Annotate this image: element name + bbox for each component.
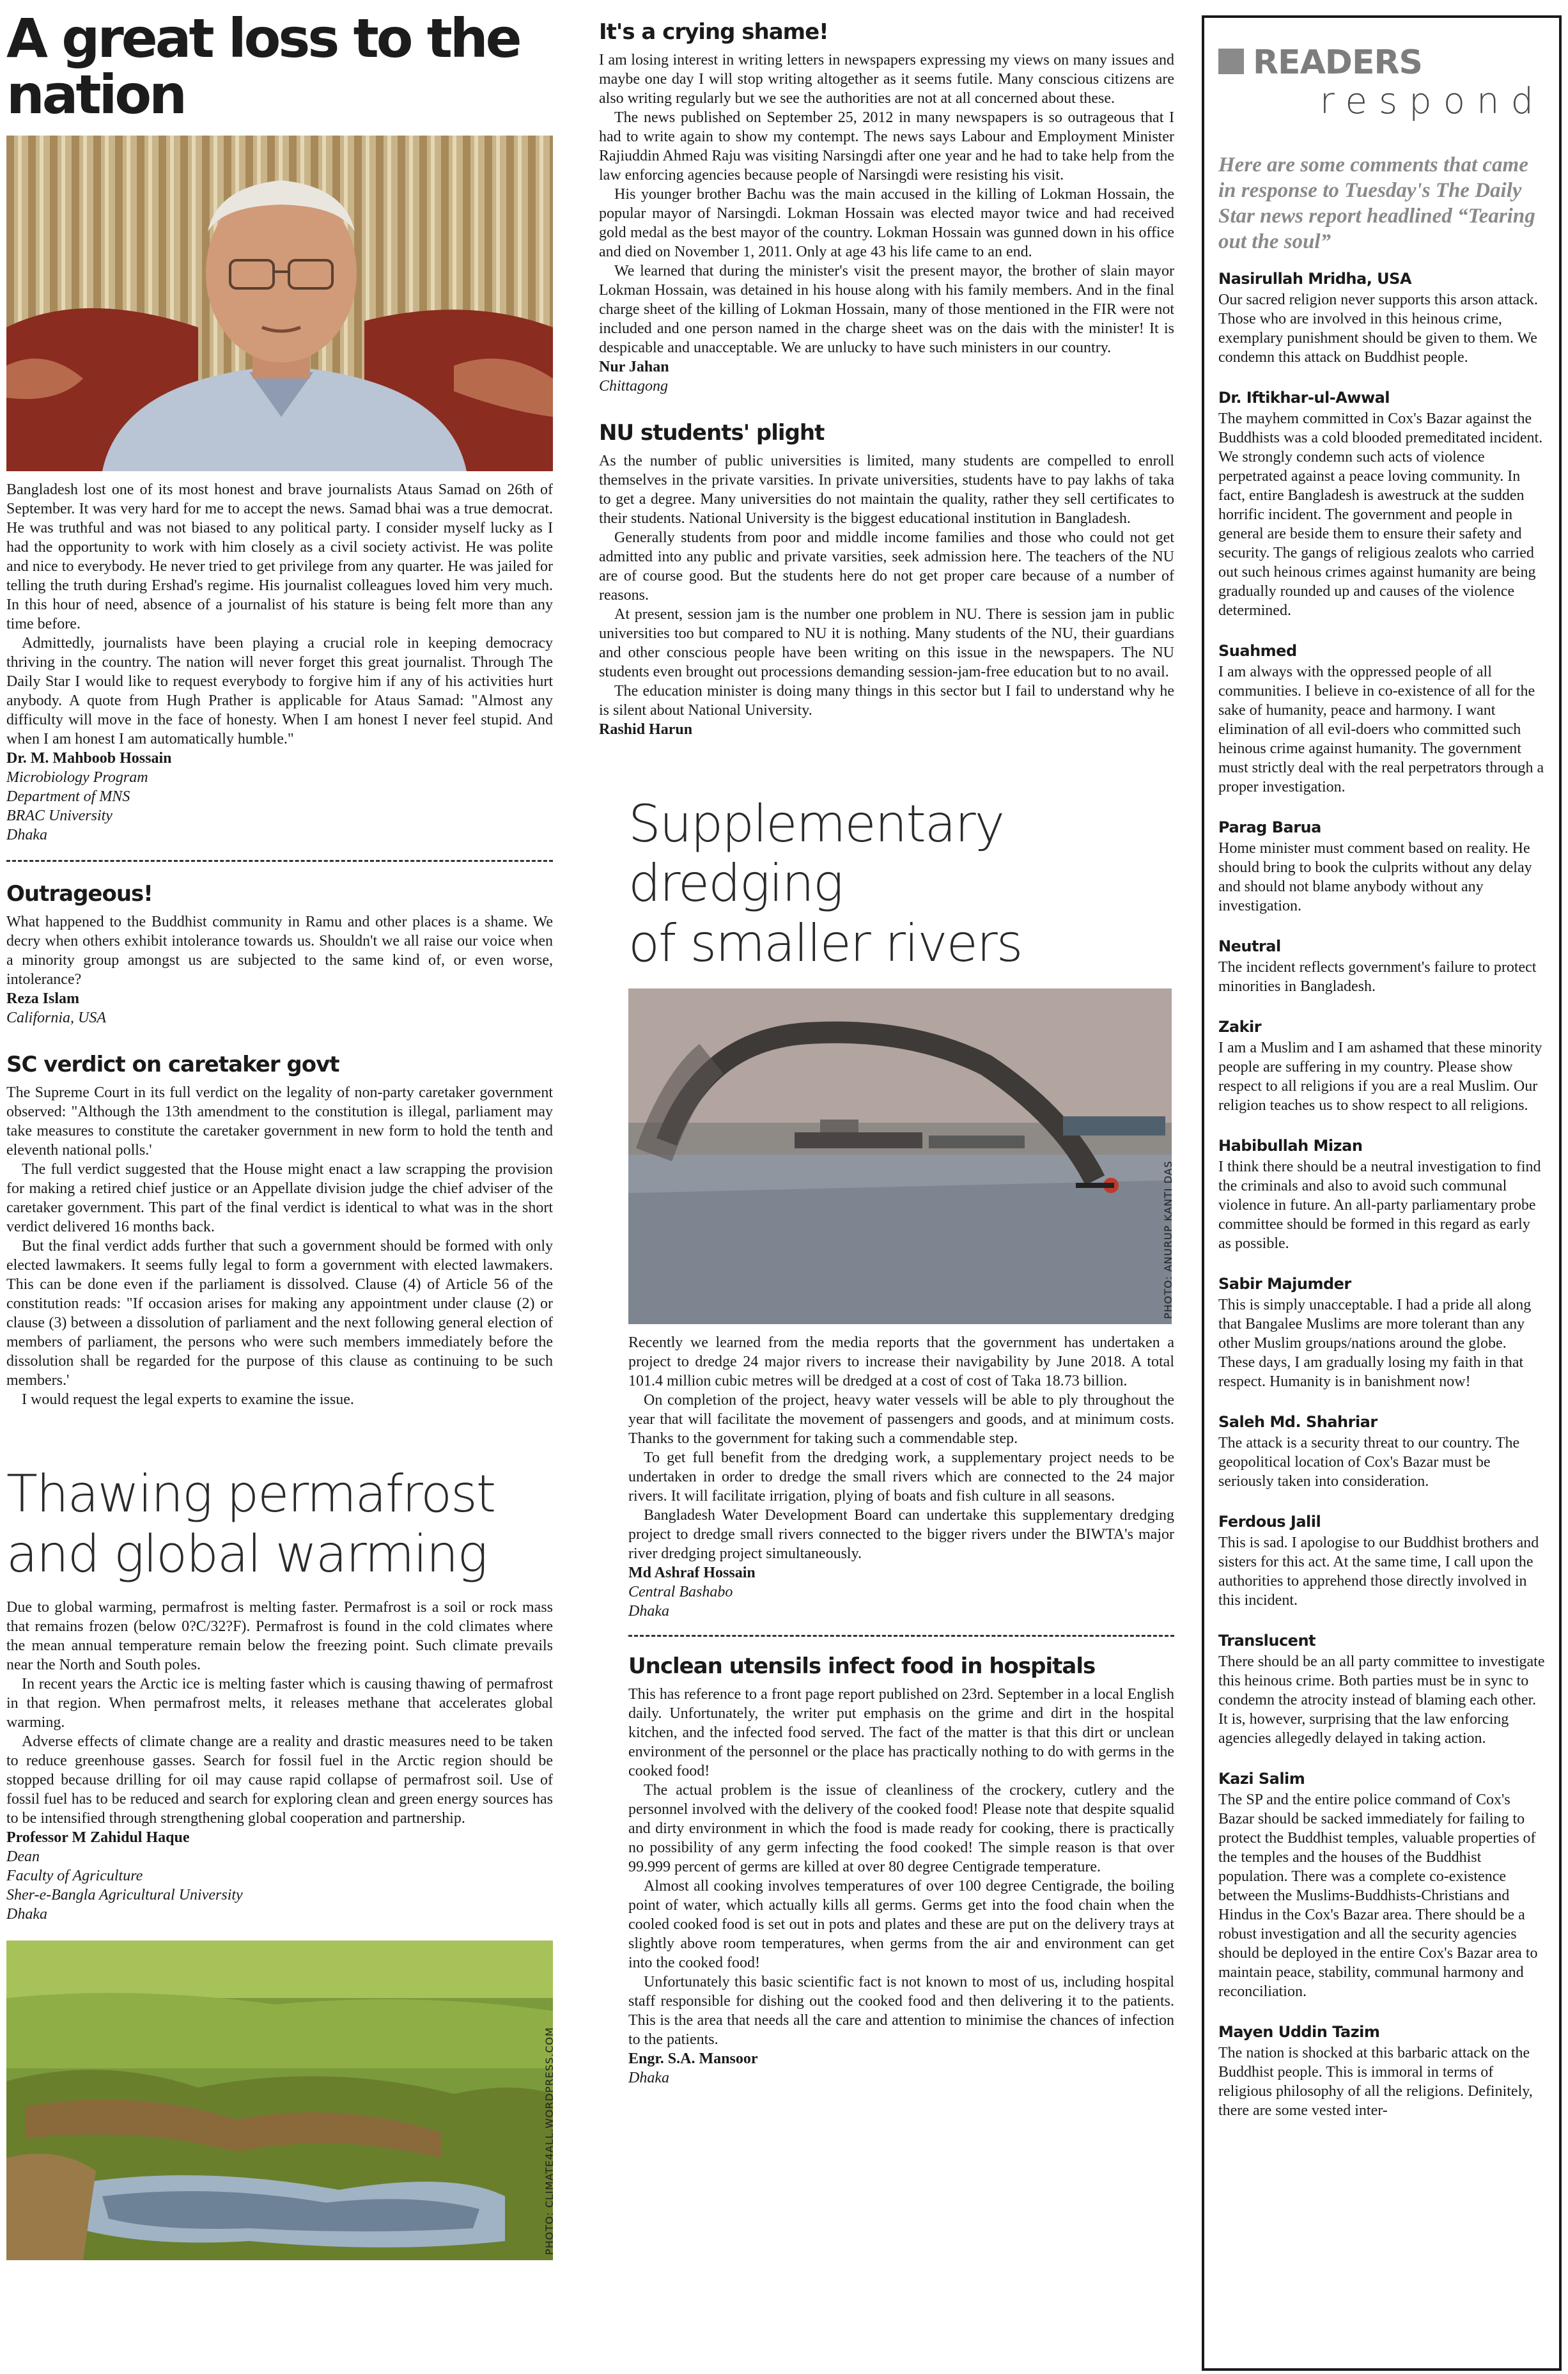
paragraph: This has reference to a front page report published on 23rd. September in a local English daily. Unfortunately, the writer put emphasis on the grime and dirt in the hospital kitchen, and the infected food served. The fact of the matter is that this dirt or unclean environment of the personnel or the place has practically nothing to do with germs in the cooked food! (628, 1686, 1174, 1780)
commenter-name: Kazi Salim (1218, 1770, 1305, 1788)
paragraph: Generally students from poor and middle income families and those who could not get admitted into any public and private varsities, seek admission here. The teachers of the NU are of course good. But the students here do not get proper care because of a number of reasons. (599, 529, 1174, 604)
headline-outrageous: Outrageous! (6, 881, 153, 907)
letter-nu-students (599, 420, 1174, 739)
dredging-illustration (628, 988, 1172, 1324)
letter-great-loss (6, 7, 553, 845)
headline-unclean-utensils: Unclean utensils infect food in hospitals (628, 1653, 1096, 1680)
author-affiliation: Dean (6, 1848, 40, 1866)
comment (1218, 1632, 1545, 1748)
author-name: Professor M Zahidul Haque (6, 1829, 190, 1847)
comment (1218, 389, 1545, 620)
comment (1218, 1018, 1545, 1115)
letter-crying-shame (599, 19, 1174, 396)
paragraph: His younger brother Bachu was the main accused in the killing of Lokman Hossain, the popular mayor of Narsingdi. Lokman Hossain was elected mayor twice and had received gold medal as the best mayor of the country. Lokman Hossain was gunned down in his office and died on November 1, 2011. Only at age 43 his life came to an end. (599, 185, 1174, 260)
author-affiliation: Sher-e-Bangla Agricultural University (6, 1887, 243, 1904)
readers-respond-box (1202, 15, 1562, 2371)
comment-text: Our sacred religion never supports this arson attack. Those who are involved in this heinous crime, exemplary punishment should be given to them. We condemn this attack on Buddhist people. (1218, 292, 1538, 366)
dredging-photo (628, 988, 1172, 1324)
author-name: Rashid Harun (599, 721, 693, 738)
paragraph: As the number of public universities is limited, many students are compelled to enroll themselves in the private varsities. In private universities, students have to pay lakhs of taka to get a degree. Many universities do not maintain the quality, rather they sell certificates to their students. National University is the biggest educational institution in Bangladesh. (599, 452, 1174, 527)
comment (1218, 1413, 1545, 1491)
body-crying-shame (599, 51, 1174, 357)
comment-text: The SP and the entire police command of Cox's Bazar should be sacked immediately for failing to protect the Buddhist temples, valuable properties of the temples and the houses of the Buddhist population. There was a complete co-existence between the Muslims-Buddhists-Christians and Hindus in the Cox's Bazar area. There should be a robust investigation and all the security agencies should be deployed in the entire Cox's Bazar area to maintain peace, stability, communal harmony and reconciliation. (1218, 1792, 1538, 2000)
photo-credit: PHOTO: CLIMATE4ALL.WORDPRESS.COM (543, 2027, 555, 2256)
commenter-name: Parag Barua (1218, 818, 1321, 836)
headline-line: and global warming (6, 1524, 487, 1584)
readers-respond-title (1218, 43, 1545, 127)
comment (1218, 1137, 1545, 1253)
comment-text: The mayhem committed in Cox's Bazar against the Buddhists was a cold blooded premeditated incident. We strongly condemn such acts of violence perpetrated against a peace loving community. In fact, entire Bangladesh is awestruck at the sudden horrific incident. The government and people in general are beside them to ensure their safety and security. The gangs of religious zealots who carried out such heinous crimes against humanity are being gradually rounded up and causes of the violence determined. (1218, 410, 1543, 619)
commenter-name: Dr. Iftikhar-ul-Awwal (1218, 389, 1390, 407)
author-name: Engr. S.A. Mansoor (628, 2050, 758, 2068)
paragraph: The Supreme Court in its full verdict on the legality of non-party caretaker government observed: "Although the 13th amendment to the constitution is illegal, parliament may take measures to constitute the caretaker government in new form to hold the tenth and eleventh national polls.' (6, 1084, 553, 1159)
comments-list (1218, 270, 1545, 2120)
comment (1218, 2023, 1545, 2120)
commenter-name: Nasirullah Mridha, USA (1218, 270, 1412, 288)
commenter-name: Habibullah Mizan (1218, 1137, 1363, 1155)
middle-column (599, 0, 1174, 2088)
headline-line: Supplementary dredging (628, 793, 1004, 914)
author-name: Nur Jahan (599, 358, 669, 375)
paragraph: Almost all cooking involves temperatures of over 100 degree Centigrade, the boiling point of water, which actually kills all germs. Germs get into the food chain when the cooled cooked food is set out in pots and plates and these are put on the delivery trays at slightly above room temperatures, when germs from the air and environment can get into the cooked food! (628, 1878, 1174, 1972)
comment-text: This is sad. I apologise to our Buddhist brothers and sisters for this act. At the same time, I call upon the authorities to apprehend those directly involved in this incident. (1218, 1535, 1539, 1609)
commenter-name: Translucent (1218, 1632, 1316, 1650)
author-affiliation: Faculty of Agriculture (6, 1868, 143, 1885)
comment (1218, 642, 1545, 797)
author-name: Md Ashraf Hossain (628, 1565, 756, 1582)
comment-text: I think there should be a neutral investigation to find the criminals and also to avoid such communal violence in future. An all-party parliamentary probe committee should be formed in this regard as early as possible. (1218, 1159, 1541, 1252)
permafrost-illustration (6, 1941, 553, 2260)
author-affiliation: BRAC University (6, 808, 113, 825)
author-affiliation: Dhaka (6, 827, 47, 844)
commenter-name: Zakir (1218, 1018, 1262, 1036)
commenter-name: Saleh Md. Shahriar (1218, 1413, 1378, 1431)
portrait-photo (6, 136, 553, 471)
headline-crying-shame: It's a crying shame! (599, 19, 828, 45)
author-affiliation: Microbiology Program (6, 769, 148, 786)
comment (1218, 818, 1545, 916)
paragraph: At present, session jam is the number one problem in NU. There is session jam in public universities too but compared to NU it is nothing. Many students of the NU, their guardians and other conscious people have been writing on this issue in the newspapers. The NU students even brought out processions demanding session-jam-free education but to no avail. (599, 605, 1174, 680)
body-permafrost (6, 1598, 553, 1828)
commenter-name: Ferdous Jalil (1218, 1513, 1321, 1531)
headline-permafrost (6, 1464, 553, 1584)
paragraph: I would request the legal experts to examine the issue. (22, 1391, 354, 1408)
paragraph: Unfortunately this basic scientific fact is not known to most of us, including hospital staff responsible for dishing out the cooked food and then delivering it to the patients. This is the area that needs all the care and attention to minimise the chances of infection to the patients. (628, 1974, 1174, 2049)
paragraph: Bangladesh lost one of its most honest and brave journalists Ataus Samad on 26th of September. It was very hard for me to accept the news. Samad bhai was a true democrat. He was truthful and was not biased to any political party. I consider myself lucky as I had the opportunity to work with him closely as a civil society activist. He was polite and nice to everybody. He never tried to get privilege from any quarter. He was jailed for telling the truth during Ershad's regime. His journalist colleagues loved him very much. In this hour of need, absence of a journalist of his stature is being felt more than any time before. (6, 481, 553, 633)
body-great-loss (6, 480, 553, 749)
comment (1218, 937, 1545, 996)
paragraph: To get full benefit from the dredging work, a supplementary project needs to be undertaken in order to dredge the small rivers which are connected to the 24 major rivers. It will facilitate irrigation, plying of boats and fish culture in all seasons. (628, 1449, 1174, 1505)
author-affiliation: Dhaka (6, 1906, 47, 1923)
paragraph: The education minister is doing many things in this sector but I fail to understand why he is silent about National University. (599, 682, 1174, 719)
paragraph: Adverse effects of climate change are a reality and drastic measures need to be taken to reduce greenhouse gasses. Search for fossil fuel in the Arctic region should be stopped because drilling for oil may cause rapid collapse of permafrost soil. Use of fossil fuel has to be reduced and search for exploring clean and green energy sources has to be intensified through strengthening global cooperation and partnership. (6, 1733, 553, 1827)
portrait-illustration (6, 136, 553, 471)
paragraph: Recently we learned from the media reports that the government has undertaken a project to dredge 24 major rivers to increase their navigability by June 2018. A total 101.4 million cubic metres will be dredged at a cost of cost of Taka 18.73 billion. (628, 1334, 1174, 1390)
paragraph: The actual problem is the issue of cleanliness of the crockery, cutlery and the personnel involved with the delivery of the cooked food! Please note that despite squalid and dirty environment in which the food is made ready for cooking, there is practically no possibility of any germ infecting the food cooked! The simple reason is that over 99.999 percent of germs are killed at over 80 degree Centigrade temperature. (628, 1782, 1174, 1876)
paragraph: Due to global warming, permafrost is melting faster. Permafrost is a soil or rock mass that remains frozen (below 0?C/32?F). Permafrost is found in the cold climates where the mean annual temperature remain below the freezing point. Such climate prevails near the North and South poles. (6, 1599, 553, 1674)
headline-line: of smaller rivers (628, 913, 1022, 973)
headline-sc-verdict: SC verdict on caretaker govt (6, 1052, 339, 1078)
author-affiliation: Central Bashabo (628, 1584, 733, 1601)
paragraph: We learned that during the minister's visit the present mayor, the brother of slain mayor Lokman Hossain, was detained in his house along with his family members. And in the final charge sheet of the killing of Lokman Hossain, many of those mentioned in the FIR were not included and one person named in the charge sheet was on the dais with the minister! It is despicable and unacceptable. We are unlucky to have such ministers in our country. (599, 262, 1174, 356)
commenter-name: Neutral (1218, 937, 1281, 955)
author-affiliation: Dhaka (628, 1603, 669, 1620)
body-nu-students (599, 451, 1174, 720)
letter-sc-verdict (6, 1052, 553, 1409)
paragraph: In recent years the Arctic ice is melting faster which is causing thawing of permafrost in that region. When permafrost melts, it releases methane that accelerates global warming. (6, 1676, 553, 1731)
paragraph: Admittedly, journalists have been playing a crucial role in keeping democracy thriving in the country. The nation will never forget this great journalist. Through The Daily Star I would like to request everybody to forgive him if any of his activities hurt anybody. A quote from Hugh Prather is applicable for Ataus Samad: "Almost any difficulty will move in the face of honesty. When I am honest I never feel stupid. And when I am honest I am automatically humble." (6, 635, 553, 748)
paragraph: On completion of the project, heavy water vessels will be able to ply throughout the year that will facilitate the movement of passengers and goods, and at minimum costs. Thanks to the government for taking such a commendable step. (628, 1392, 1174, 1448)
headline-dredging (628, 794, 1174, 974)
comment (1218, 1275, 1545, 1391)
comment-text: There should be an all party committee to investigate this heinous crime. Both parties must be in sync to condemn the atrocity instead of blaming each other. It is, however, surprising that the law enforcing agencies allegedly delayed in taking action. (1218, 1653, 1545, 1747)
author-affiliation: Department of MNS (6, 788, 130, 806)
body-dredging (628, 1333, 1174, 1563)
comment-text: I am a Muslim and I am ashamed that these minority people are suffering in my country. Please show respect to all religions if you are a real Muslim. Our religion teaches us to show respect to all religions. (1218, 1040, 1542, 1114)
readers-intro: Here are some comments that came in response to Tuesday's The Daily Star news report headlined “Tearing out the soul” (1218, 153, 1535, 253)
left-column (6, 0, 553, 2260)
divider (628, 1635, 1174, 1637)
paragraph: But the final verdict adds further that such a government should be formed with only elected lawmakers. It seems fully legal to form a government with elected lawmakers. This can be done even if the parliament is dissolved. Clause (4) of Article 56 of the constitution reads: "If occasion arises for making any appointment under clause (2) or clause (3) between a dissolution of parliament and the next following general election of members of parliament, the persons who were such members immediately before the dissolution shall be regarded for the purpose of this clause as continuing to be such members.' (6, 1237, 553, 1389)
body-sc-verdict (6, 1083, 553, 1409)
letter-permafrost (6, 1464, 553, 2260)
headline-nu-students: NU students' plight (599, 419, 825, 446)
letter-outrageous (6, 881, 553, 1027)
paragraph: What happened to the Buddhist community in Ramu and other places is a shame. We decry when others exhibit intolerance towards us. Shouldn't we all raise our voice when a minority group amongst us are subjected to the same kind of, or even worse, intolerance? (6, 914, 553, 988)
author-location: Chittagong (599, 377, 669, 394)
comment (1218, 270, 1545, 367)
body-unclean-utensils (628, 1685, 1174, 2049)
author-name: Dr. M. Mahboob Hossain (6, 750, 172, 767)
paragraph: I am losing interest in writing letters in newspapers expressing my views on many issues and maybe one day I will stop writing altogether as it seems futile. Many conscious citizens are also writing regularly but we see the authorities are not at all concerned about these. (599, 51, 1174, 107)
commenter-name: Sabir Majumder (1218, 1275, 1351, 1293)
paragraph: The full verdict suggested that the House might enact a law scrapping the provision for making a retired chief justice or an Appellate division judge the chief adviser of the caretaker government. This part of the final verdict is identical to what was in the short verdict delivered 16 months back. (6, 1160, 553, 1235)
comment-text: Home minister must comment based on reality. He should bring to book the culprits without any delay and should not blame anybody without any investigation. (1218, 840, 1532, 914)
comment-text: The nation is shocked at this barbaric attack on the Buddhist people. This is immoral in terms of religious philosophy of all the religions. Definitely, there are some vested inter- (1218, 2045, 1533, 2119)
permafrost-photo (6, 1941, 553, 2260)
photo-credit: PHOTO: ANURUP KANTI DAS (1162, 1160, 1174, 1320)
author-location: Dhaka (628, 2070, 669, 2087)
commenter-name: Mayen Uddin Tazim (1218, 2023, 1380, 2041)
letter-dredging (599, 794, 1174, 2088)
comment (1218, 1770, 1545, 2001)
author-location: California, USA (6, 1010, 107, 1027)
headline-great-loss: A great loss to the nation (6, 7, 520, 127)
paragraph: The news published on September 25, 2012 in many newspapers is so outrageous that I had to write again to show my contempt. The news says Labour and Employment Minister Rajiuddin Ahmed Raju was visiting Narsingdi after one year and he had to take help from the law enforcing agencies because people of Narsingdi were resisting his visit. (599, 109, 1174, 184)
paragraph: Bangladesh Water Development Board can undertake this supplementary dredging project to dredge small rivers connected to the bigger rivers under the BIWTA's major river dredging project simultaneously. (628, 1507, 1174, 1563)
comment-text: I am always with the oppressed people of all communities. I believe in co-existence of all for the sake of humanity, peace and harmony. I want elimination of all evil-doers who committed such heinous crime against humanity. The government must strictly deal with the real perpetrators through a proper investigation. (1218, 664, 1544, 795)
comment (1218, 1513, 1545, 1610)
author-name: Reza Islam (6, 990, 79, 1008)
readers-word: READERS (1253, 43, 1422, 82)
headline-line: Thawing permafrost (6, 1464, 495, 1524)
comment-text: This is simply unacceptable. I had a pride all along that Bangalee Muslims are more tolerant than any other Muslim groups/nations around the globe. These days, I am gradually losing my faith in that respect. Humanity is in banishment now! (1218, 1297, 1532, 1390)
divider (6, 860, 553, 862)
comment-text: The incident reflects government's failure to protect minorities in Bangladesh. (1218, 959, 1537, 995)
respond-word: respond (1319, 81, 1545, 122)
commenter-name: Suahmed (1218, 642, 1297, 660)
comment-text: The attack is a security threat to our country. The geopolitical location of Cox's Bazar must be seriously taken into consideration. (1218, 1435, 1520, 1490)
square-bullet-icon (1218, 49, 1244, 74)
body-outrageous (6, 912, 553, 989)
